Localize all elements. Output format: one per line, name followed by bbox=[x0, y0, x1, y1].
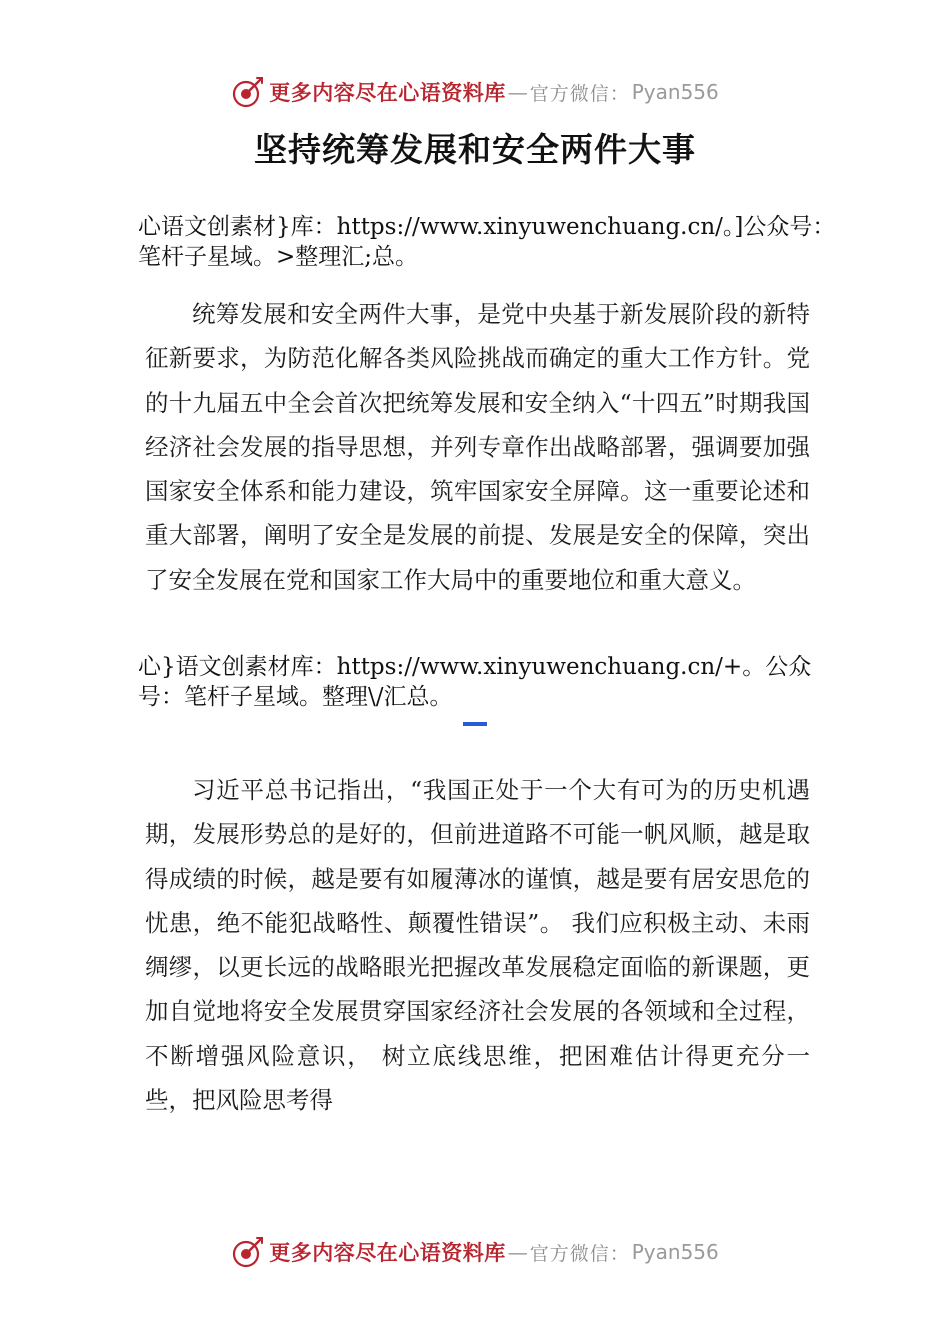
brand-logo-icon bbox=[231, 1235, 265, 1269]
header-banner bbox=[0, 72, 950, 112]
footer-banner-text: 更多内容尽在心语资料库 bbox=[269, 1240, 506, 1265]
document-title: 坚持统筹发展和安全两件大事 bbox=[254, 130, 696, 169]
watermark-line-1: 心语文创素材}库：https://www.xinyuwenchuang.cn/。]公众号：笔杆子星域。>整理汇;总。 bbox=[138, 214, 836, 270]
footer-wechat-label: 官方微信： bbox=[529, 1242, 630, 1265]
paragraph-2: 习近平总书记指出，“我国正处于一个大有可为的历史机遇期，发展形势总的是好的，但前进道路不可能一帆风顺，越是取得成绩的时候，越是要有如履薄冰的谨慎，越是要有居安思危的忧患，绝不能犯战略性、颠覆性错误”。 我们应积极主动、未雨绸缪，以更长远的战略眼光把握改革发展稳定面临的新课题，更加自觉地将安全发展贯穿国家经济社会发展的各领域和全过程，不断增强风险意识， 树立底线思维，把困难估计得更充分一些，把风险思考得 bbox=[145, 776, 810, 1115]
watermark-line-2: 心}语文创素材库：https://www.xinyuwenchuang.cn/+。公众号：笔杆子星域。整理\/汇总。 bbox=[138, 654, 812, 710]
footer-wechat-id: Pyan556 bbox=[631, 1240, 719, 1264]
header-wechat-label: 官方微信： bbox=[529, 82, 630, 105]
header-wechat-id: Pyan556 bbox=[631, 80, 719, 104]
brand-logo-icon bbox=[231, 75, 265, 109]
paragraph-1: 统筹发展和安全两件大事，是党中央基于新发展阶段的新特征新要求，为防范化解各类风险挑战而确定的重大工作方针。党的十九届五中全会首次把统筹发展和安全纳入“十四五”时期我国经济社会发展的指导思想，并列专章作出战略部署，强调要加强国家安全体系和能力建设，筑牢国家安全屏障。这一重要论述和重大部署，阐明了安全是发展的前提、发展是安全的保障，突出了安全发展在党和国家工作大局中的重要地位和重大意义。 bbox=[145, 300, 810, 594]
page-break-mark bbox=[463, 722, 487, 726]
footer-banner bbox=[0, 1232, 950, 1272]
footer-separator: — bbox=[507, 1240, 528, 1264]
header-separator: — bbox=[507, 80, 528, 104]
header-banner-text: 更多内容尽在心语资料库 bbox=[269, 80, 506, 105]
